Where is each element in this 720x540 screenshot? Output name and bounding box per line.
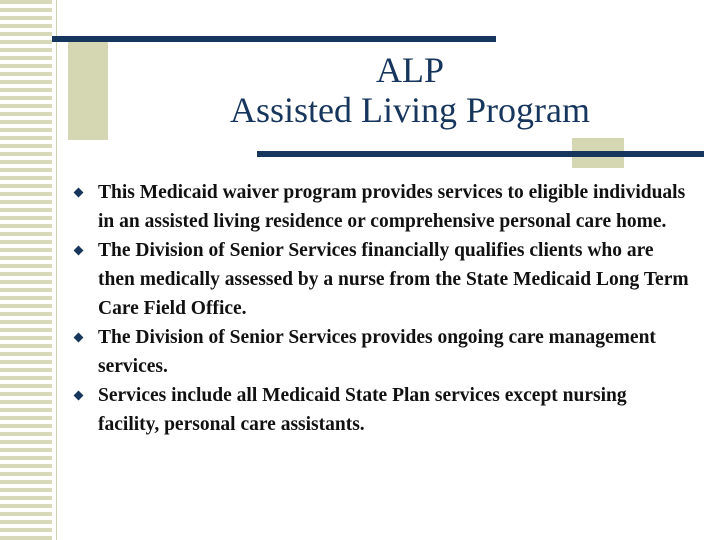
title-bar-bottom bbox=[257, 151, 704, 157]
bullet-text: This Medicaid waiver program provides services to eligible individuals in an assisted living residence or comprehensive personal care home. bbox=[98, 182, 686, 232]
bullet-item bbox=[70, 178, 690, 236]
left-stripe-decoration bbox=[0, 0, 52, 540]
title-deco-block-left bbox=[68, 40, 108, 140]
bullet-text: The Division of Senior Services provides ongoing care management services. bbox=[98, 327, 656, 377]
margin-line bbox=[56, 0, 57, 540]
slide-title bbox=[110, 50, 710, 130]
diamond-bullet-icon bbox=[74, 333, 84, 343]
bullet-text: Services include all Medicaid State Plan services except nursing facility, personal care assistants. bbox=[98, 385, 627, 435]
title-line-1: ALP bbox=[375, 50, 444, 90]
title-bar-top bbox=[52, 36, 496, 42]
diamond-bullet-icon bbox=[74, 391, 84, 401]
bullet-item bbox=[70, 236, 690, 323]
diamond-bullet-icon bbox=[74, 188, 84, 198]
diamond-bullet-icon bbox=[74, 246, 84, 256]
title-line-2: Assisted Living Program bbox=[230, 90, 590, 130]
bullet-item bbox=[70, 323, 690, 381]
bullet-item bbox=[70, 381, 690, 439]
bullet-list bbox=[70, 178, 690, 439]
bullet-text: The Division of Senior Services financially qualifies clients who are then medically assessed by a nurse from the State Medicaid Long Term Care Field Office. bbox=[98, 240, 689, 319]
